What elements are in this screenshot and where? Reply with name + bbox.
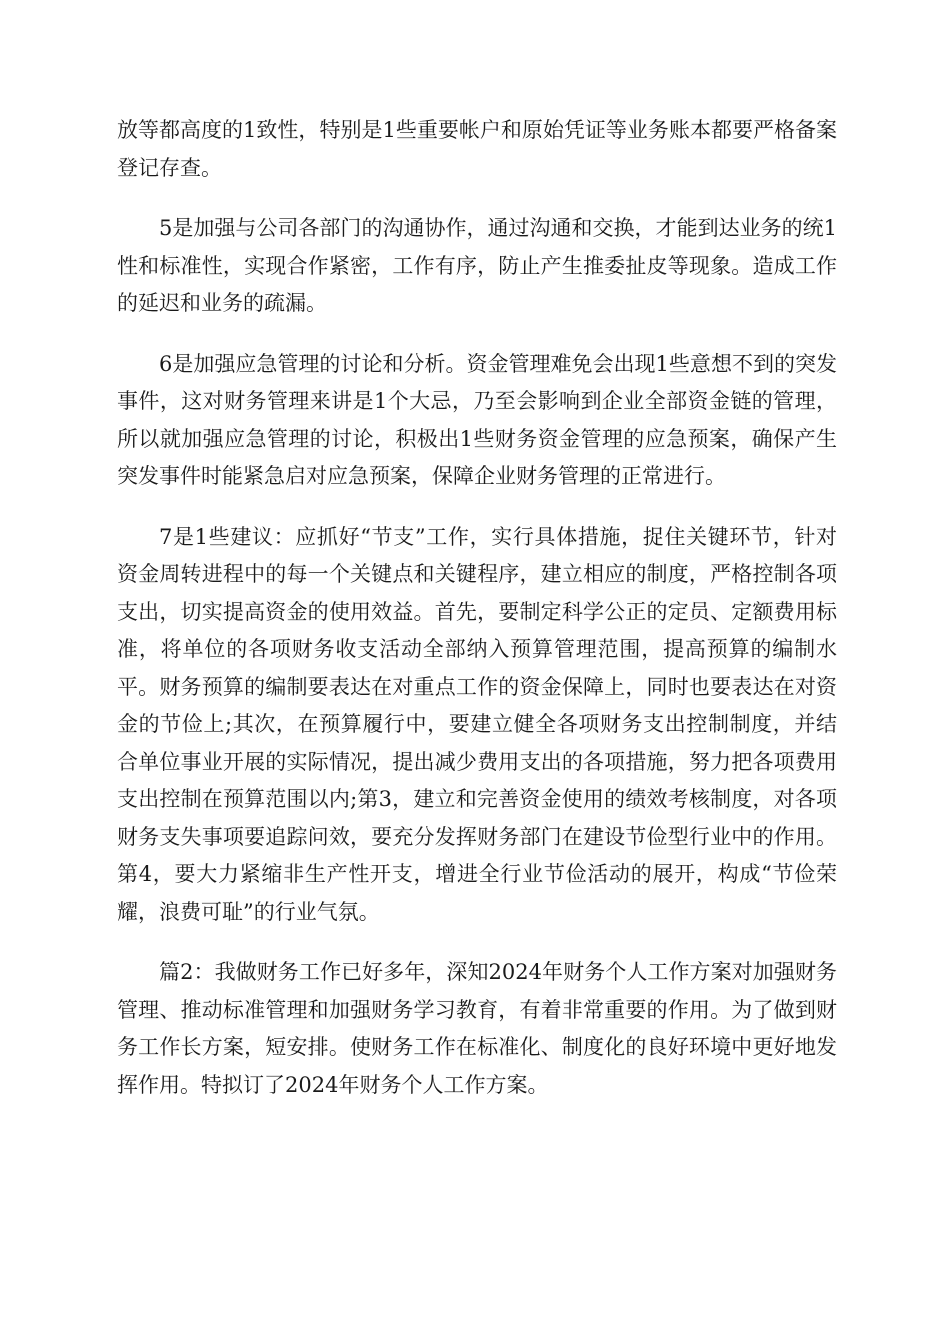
paragraph-item-6: 6是加强应急管理的讨论和分析。资金管理难免会出现1些意想不到的突发事件，这对财务管理来讲是1个大忌，乃至会影响到企业全部资金链的管理，所以就加强应急管理的讨论，积极出1些财务资金管理的应急预案，确保产生突发事件时能紧急启对应急预案，保障企业财务管理的正常进行。: [117, 351, 837, 488]
paragraph-item-7: 7是1些建议：应抓好“节支”工作，实行具体措施，捉住关键环节，针对资金周转进程中的每一个关键点和关键程序，建立相应的制度，严格控制各项支出，切实提高资金的使用效益。首先，要制定科学公正的定员、定额费用标准，将单位的各项财务收支活动全部纳入预算管理范围，提高预算的编制水平。财务预算的编制要表达在对重点工作的资金保障上，同时也要表达在对资金的节俭上;其次，在预算履行中，要建立健全各项财务支出控制制度，并结合单位事业开展的实际情况，提出减少费用支出的各项措施，努力把各项费用支出控制在预算范围以内;第3，建立和完善资金使用的绩效考核制度，对各项财务支失事项要追踪问效，要充分发挥财务部门在建设节俭型行业中的作用。第4，要大力紧缩非生产性开支，增进全行业节俭活动的展开，构成“节俭荣耀，浪费可耻”的行业气氛。: [117, 524, 837, 924]
paragraph-part-2: 篇2：我做财务工作已好多年，深知2024年财务个人工作方案对加强财务管理、推动标准管理和加强财务学习教育，有着非常重要的作用。为了做到财务工作长方案，短安排。使财务工作在标准化、制度化的良好环境中更好地发挥作用。特拟订了2024年财务个人工作方案。: [117, 960, 837, 1097]
paragraph-item-5: 5是加强与公司各部门的沟通协作，通过沟通和交换，才能到达业务的统1性和标准性，实现合作紧密，工作有序，防止产生推委扯皮等现象。造成工作的延迟和业务的疏漏。: [117, 216, 837, 315]
paragraph-continuation: 放等都高度的1致性，特别是1些重要帐户和原始凭证等业务账本都要严格备案登记存查。: [117, 118, 837, 180]
document-body: [117, 112, 837, 1127]
